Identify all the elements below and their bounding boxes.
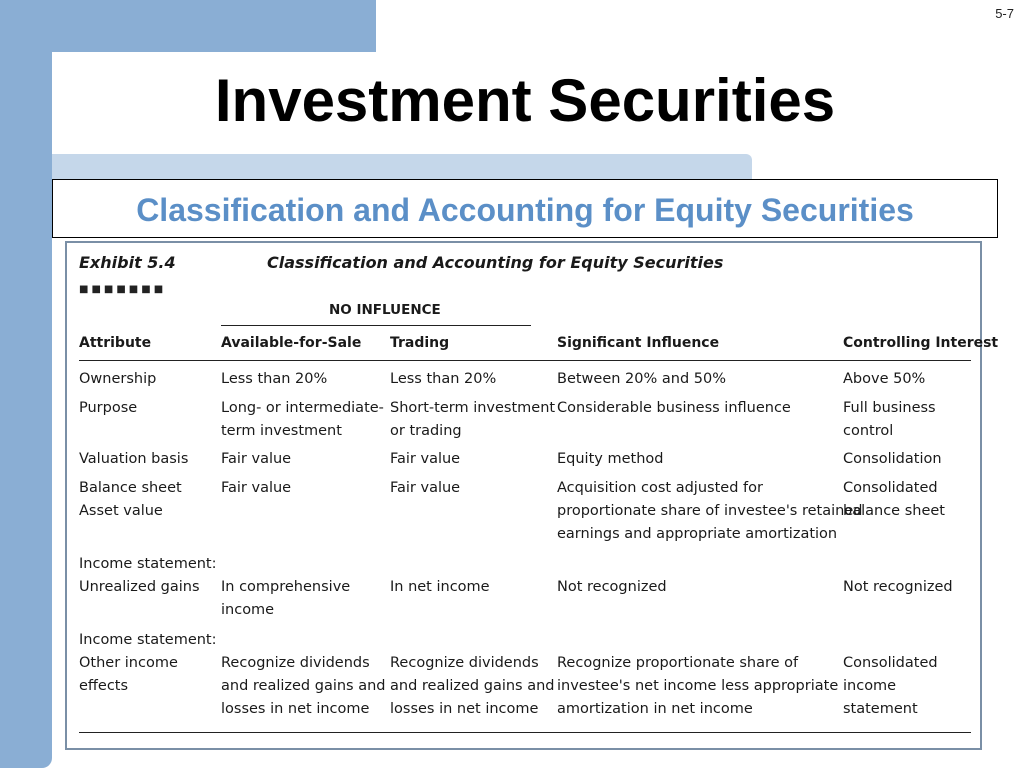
table-cell: Above 50% xyxy=(843,371,926,387)
table-cell: In comprehensive income xyxy=(221,579,351,618)
table-cell: Fair value xyxy=(221,451,292,467)
table-cell: Consolidated income statement xyxy=(843,655,938,717)
table-cell: Purpose xyxy=(79,400,138,416)
header-rule xyxy=(79,360,971,361)
title-underline-band xyxy=(52,154,752,180)
table-cell: Fair value xyxy=(390,480,461,496)
table-cell: Full business control xyxy=(843,400,936,439)
table-cell: Income statement: Unrealized gains xyxy=(79,556,217,595)
table-cell: Recognize dividends and realized gains and losses in net income xyxy=(221,655,386,717)
column-header-significant-influence: Significant Influence xyxy=(557,335,720,351)
group-label-no-influence: NO INFLUENCE xyxy=(329,302,441,318)
table-cell: Recognize proportionate share of investee's net income less appropriate amortization in net income xyxy=(557,655,839,717)
table-cell: Valuation basis xyxy=(79,451,189,467)
table-cell: Ownership xyxy=(79,371,157,387)
table-cell: Acquisition cost adjusted for proportionate share of investee's retained earnings and appropriate amortization xyxy=(557,480,863,542)
exhibit-table xyxy=(65,241,999,750)
decorative-squares: ■■■■■■■ xyxy=(79,284,167,295)
table-cell: Less than 20% xyxy=(390,371,497,387)
column-header-trading: Trading xyxy=(390,335,450,351)
table-cell: Fair value xyxy=(221,480,292,496)
corner-curve xyxy=(52,52,66,66)
table-cell: Not recognized xyxy=(843,579,953,595)
table-cell: Recognize dividends and realized gains and losses in net income xyxy=(390,655,555,717)
slide-number: 5-7 xyxy=(995,6,1014,21)
table-cell: Less than 20% xyxy=(221,371,328,387)
top-accent-bar xyxy=(0,0,376,52)
table-cell: Fair value xyxy=(390,451,461,467)
table-cell: Income statement: Other income effects xyxy=(79,632,217,694)
slide-title: Investment Securities xyxy=(214,67,836,134)
column-header-controlling-interest: Controlling Interest xyxy=(843,335,999,351)
subtitle-box xyxy=(52,179,998,238)
table-cell: Consolidated balance sheet xyxy=(843,480,945,519)
table-cell: Balance sheet Asset value xyxy=(79,480,182,519)
table-cell: Between 20% and 50% xyxy=(557,371,727,387)
column-header-available-for-sale: Available-for-Sale xyxy=(221,335,362,351)
table-cell: Equity method xyxy=(557,451,664,467)
table-cell: Short-term investment or trading xyxy=(390,400,556,439)
table-cell: In net income xyxy=(390,579,490,595)
slide-subtitle: Classification and Accounting for Equity Securities xyxy=(136,192,914,228)
bottom-rule xyxy=(79,732,971,733)
table-cell: Considerable business influence xyxy=(557,400,791,416)
exhibit-title: Classification and Accounting for Equity Securities xyxy=(267,253,724,272)
group-rule xyxy=(221,325,531,326)
table-cell: Long- or intermediate- term investment xyxy=(221,400,384,439)
exhibit-number: Exhibit 5.4 xyxy=(79,253,176,272)
column-header-attribute: Attribute xyxy=(79,335,152,351)
table-cell: Not recognized xyxy=(557,579,667,595)
table-cell: Consolidation xyxy=(843,451,942,467)
